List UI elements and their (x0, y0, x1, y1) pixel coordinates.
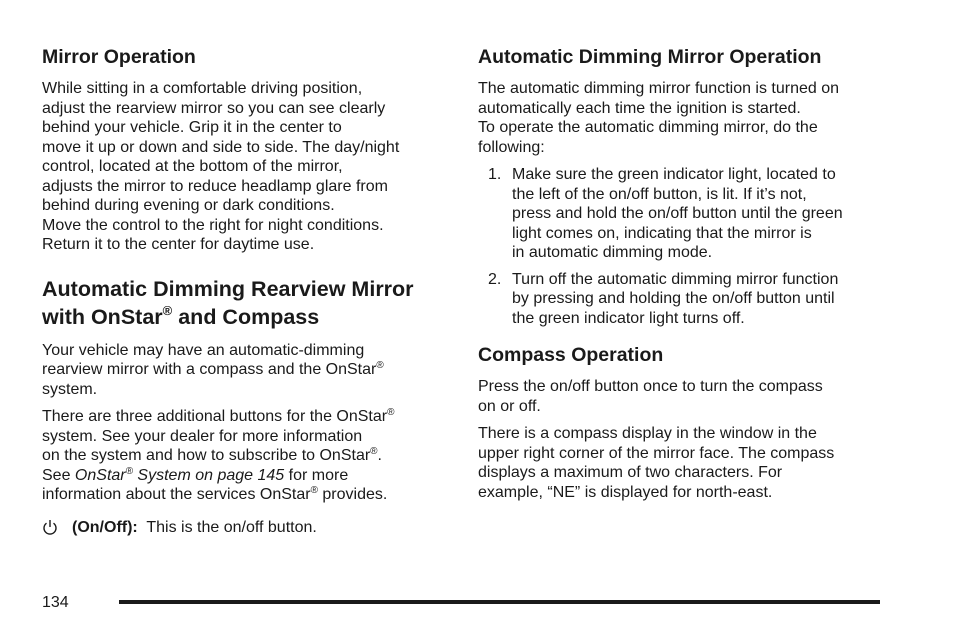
operation-steps (478, 165, 890, 328)
auto-dimming-mirror-operation-heading: Automatic Dimming Mirror Operation (478, 46, 822, 68)
left-column (42, 44, 452, 537)
compass-operation-heading: Compass Operation (478, 344, 664, 366)
power-text: This is the on/off button. (137, 518, 317, 536)
footer-divider (119, 600, 880, 604)
onstar-buttons-paragraph: There are three additional buttons for the OnStar® system. See your dealer for more information on the system and how to subscribe to OnStar®. See OnStar® System on page 145 for more information about the services OnStar® provides. (42, 407, 395, 503)
compass-display-text: There is a compass display in the window in the upper right corner of the mirror face. The compass displays a maximum of two characters. For example, “NE” is displayed for north-east. (478, 425, 835, 501)
right-column (478, 44, 890, 502)
power-label: (On/Off): (72, 518, 138, 536)
mirror-operation-heading: Mirror Operation (42, 46, 196, 68)
power-button-description (42, 519, 452, 537)
auto-dimming-intro-text: The automatic dimming mirror function is turned on automatically each time the ignition is started. To operate the automatic dimming mirror, do the following: (478, 80, 840, 156)
compass-toggle-text: Press the on/off button once to turn the compass on or off. (478, 378, 823, 415)
page-number: 134 (42, 594, 69, 611)
power-icon (42, 519, 58, 537)
list-item: 1. Make sure the green indicator light, located to the left of the on/off button, is lit. If it’s not, press and hold the on/off button until the green light comes on, indicating that the mirror is in automatic dimming mode. (488, 166, 843, 261)
onstar-page-reference[interactable]: OnStar® System on page 145 (74, 465, 285, 484)
mirror-operation-text: While sitting in a comfortable driving position, adjust the rearview mirror so you can see clearly behind your vehicle. Grip it in the center to move it up or down and side to side. The day/night control, located at the bottom of the mirror, adjusts the mirror to reduce headlamp glare from behind during evening or dark conditions. Move the control to the right for night conditions. Return it to the center for daytime use. (42, 80, 400, 253)
auto-dimming-rearview-heading: Automatic Dimming Rearview Mirror with OnStar® and Compass (42, 276, 414, 329)
onstar-intro-paragraph: Your vehicle may have an automatic-dimming rearview mirror with a compass and the OnStar® system. (42, 341, 384, 398)
list-item: 2. Turn off the automatic dimming mirror function by pressing and holding the on/off button until the green indicator light turns off. (488, 270, 839, 327)
